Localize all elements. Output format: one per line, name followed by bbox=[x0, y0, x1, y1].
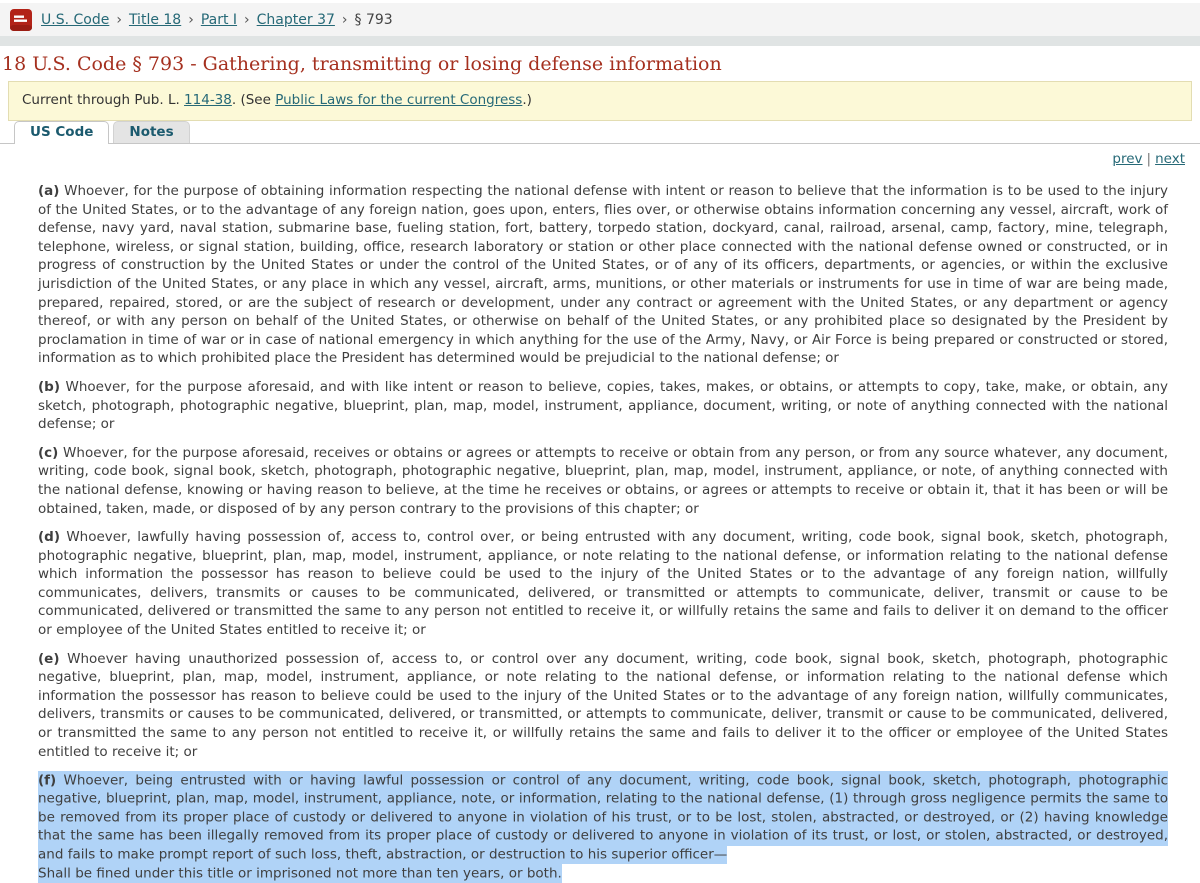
statute-text bbox=[0, 167, 1200, 883]
breadcrumb-item[interactable]: Part I bbox=[200, 11, 238, 28]
notice-text-middle: . (See bbox=[231, 92, 276, 108]
paragraph-label: (f) bbox=[38, 772, 57, 789]
paragraph-text: (b) Whoever, for the purpose aforesaid, and with like intent or reason to believe, copies, takes, makes, or obtains, or attempts to copy, take, make, or obtain, any sketch, photograph, photographic negative, blueprint, plan, map, model, instrument, appliance, document, writing, or note of anything connected with the national defense; or bbox=[38, 378, 1168, 433]
paragraph-text: (a) Whoever, for the purpose of obtaining information respecting the national defense with intent or reason to believe that the information is to be used to the injury of the United States, or to the advantage of any foreign nation, goes upon, enters, flies over, or otherwise obtains information concerning any vessel, aircraft, work of defense, navy yard, naval station, submarine base, fueling station, fort, battery, torpedo station, dockyard, canal, railroad, arsenal, camp, factory, mine, telegraph, telephone, wireless, or signal station, building, office, research laboratory or station or other place connected with the national defense owned or constructed, or in progress of construction by the United States or under the control of the United States, or of any of its officers, departments, or agencies, or within the exclusive jurisdiction of the United States, or any place in which any vessel, aircraft, arms, munitions, or other materials or instruments for use in time of war are being made, prepared, repaired, stored, or are the subject of research or development, under any contract or agreement with the United States, or any department or agency thereof, or with any person on behalf of the United States, or otherwise on behalf of the United States, or any prohibited place so designated by the President by proclamation in time of war or in case of national emergency in which anything for the use of the Army, Navy, or Air Force is being prepared or constructed or stored, information as to which prohibited place the President has determined would be prejudicial to the national defense; or bbox=[38, 183, 1168, 367]
paragraph-label: (c) bbox=[38, 444, 59, 461]
breadcrumb-separator: › bbox=[341, 11, 348, 28]
tab-bar bbox=[0, 122, 1200, 144]
paragraph-label: (a) bbox=[38, 183, 60, 199]
breadcrumb-item: § 793 bbox=[354, 11, 393, 28]
page-title: 18 U.S. Code § 793 - Gathering, transmitting or losing defense information bbox=[2, 53, 722, 75]
breadcrumb-item[interactable]: Chapter 37 bbox=[256, 11, 335, 28]
statute-paragraph-e bbox=[38, 650, 1168, 762]
breadcrumb-item[interactable]: U.S. Code bbox=[41, 11, 110, 28]
breadcrumb-separator: › bbox=[244, 11, 250, 28]
breadcrumb-item[interactable]: Title 18 bbox=[128, 11, 182, 28]
pub-law-link[interactable]: 114-38 bbox=[184, 92, 232, 108]
paragraph-text: (c) Whoever, for the purpose aforesaid, receives or obtains or agrees or attempts to receive or obtain from any person, or from any source whatever, any document, writing, code book, signal book, sketch, photograph, photographic negative, blueprint, plan, map, model, instrument, appliance, or note, of anything connected with the national defense, knowing or having reason to believe, at the time he receives or obtains, or agrees or attempts to receive or obtain it, that it has been or will be obtained, taken, made, or disposed of by any person contrary to the provisions of this chapter; or bbox=[38, 444, 1168, 517]
public-laws-link[interactable]: Public Laws for the current Congress bbox=[275, 92, 523, 108]
paragraph-label: (e) bbox=[38, 650, 60, 667]
statute-paragraph-a bbox=[38, 182, 1168, 368]
prev-link[interactable]: prev bbox=[1112, 151, 1143, 167]
tab-notes[interactable]: Notes bbox=[113, 121, 189, 143]
header-divider-strip bbox=[0, 36, 1200, 46]
paragraph-text: (d) Whoever, lawfully having possession of, access to, control over, or being entrusted with any document, writing, code book, signal book, sketch, photograph, photographic negative, blueprint, plan, map, model, instrument, appliance, or note relating to the national defense, or information relating to the national defense which information the possessor has reason to believe could be used to the injury of the United States or to the advantage of any foreign nation, willfully communicates, delivers, transmits or causes to be communicated, delivered, or transmitted or attempts to communicate, deliver, transmit or cause to be communicated, delivered or transmitted the same to any person not entitled to receive it, or willfully retains the same and fails to deliver it on demand to the officer or employee of the United States entitled to receive it; or bbox=[38, 529, 1168, 639]
breadcrumb-separator: › bbox=[116, 11, 122, 28]
lii-logo-icon[interactable] bbox=[10, 9, 32, 31]
breadcrumb-bar bbox=[0, 3, 1200, 36]
paragraph-text: (e) Whoever having unauthorized possession of, access to, or control over any document, writing, code book, signal book, sketch, photograph, photographic negative, blueprint, plan, map, model, instrument, appliance, or note relating to the national defense, or information relating to the national defense which information the possessor has reason to believe could be used to the injury of the United States or to the advantage of any foreign nation, willfully communicates, delivers, transmits or causes to be communicated, delivered, or transmitted, or attempts to communicate, deliver, transmit or cause to be communicated, delivered, or transmitted the same to any person not entitled to receive it, or willfully retains the same and fails to deliver it to the officer or employee of the United States entitled to receive it; or bbox=[38, 650, 1168, 760]
breadcrumb-separator: › bbox=[188, 11, 194, 28]
selected-text: (f) Whoever, being entrusted with or having lawful possession or control of any document, writing, code book, signal book, sketch, photograph, photographic negative, blueprint, plan, map, model, instrument, appliance, note, or information, relating to the national defense, (1) through gross negligence permits the same to be removed from its proper place of custody or delivered to anyone in violation of his trust, or to be lost, stolen, abstracted, or destroyed, or (2) having knowledge that the same has been illegally removed from its proper place of custody or delivered to anyone in violation of its trust, or lost, or stolen, abstracted, or destroyed, and fails to make prompt report of such loss, theft, abstraction, or destruction to his superior officer— Shall be fined under this title or imprisoned not more than ten years, or both. bbox=[38, 772, 1168, 882]
statute-paragraph-f bbox=[38, 771, 1168, 883]
statute-paragraph-d bbox=[38, 528, 1168, 640]
page bbox=[0, 3, 1200, 883]
paragraph-label: (d) bbox=[38, 529, 61, 546]
pager bbox=[0, 144, 1200, 167]
tab-us-code[interactable]: US Code bbox=[14, 121, 109, 144]
breadcrumb bbox=[41, 12, 393, 28]
next-link[interactable]: next bbox=[1155, 151, 1185, 167]
paragraph-label: (b) bbox=[38, 378, 61, 395]
notice-text-prefix: Current through Pub. L. bbox=[22, 92, 185, 108]
notice-text-suffix: .) bbox=[522, 92, 532, 108]
statute-paragraph-c bbox=[38, 444, 1168, 518]
pager-separator: | bbox=[1146, 151, 1152, 167]
statute-paragraph-b bbox=[38, 378, 1168, 434]
currency-notice bbox=[8, 81, 1192, 121]
